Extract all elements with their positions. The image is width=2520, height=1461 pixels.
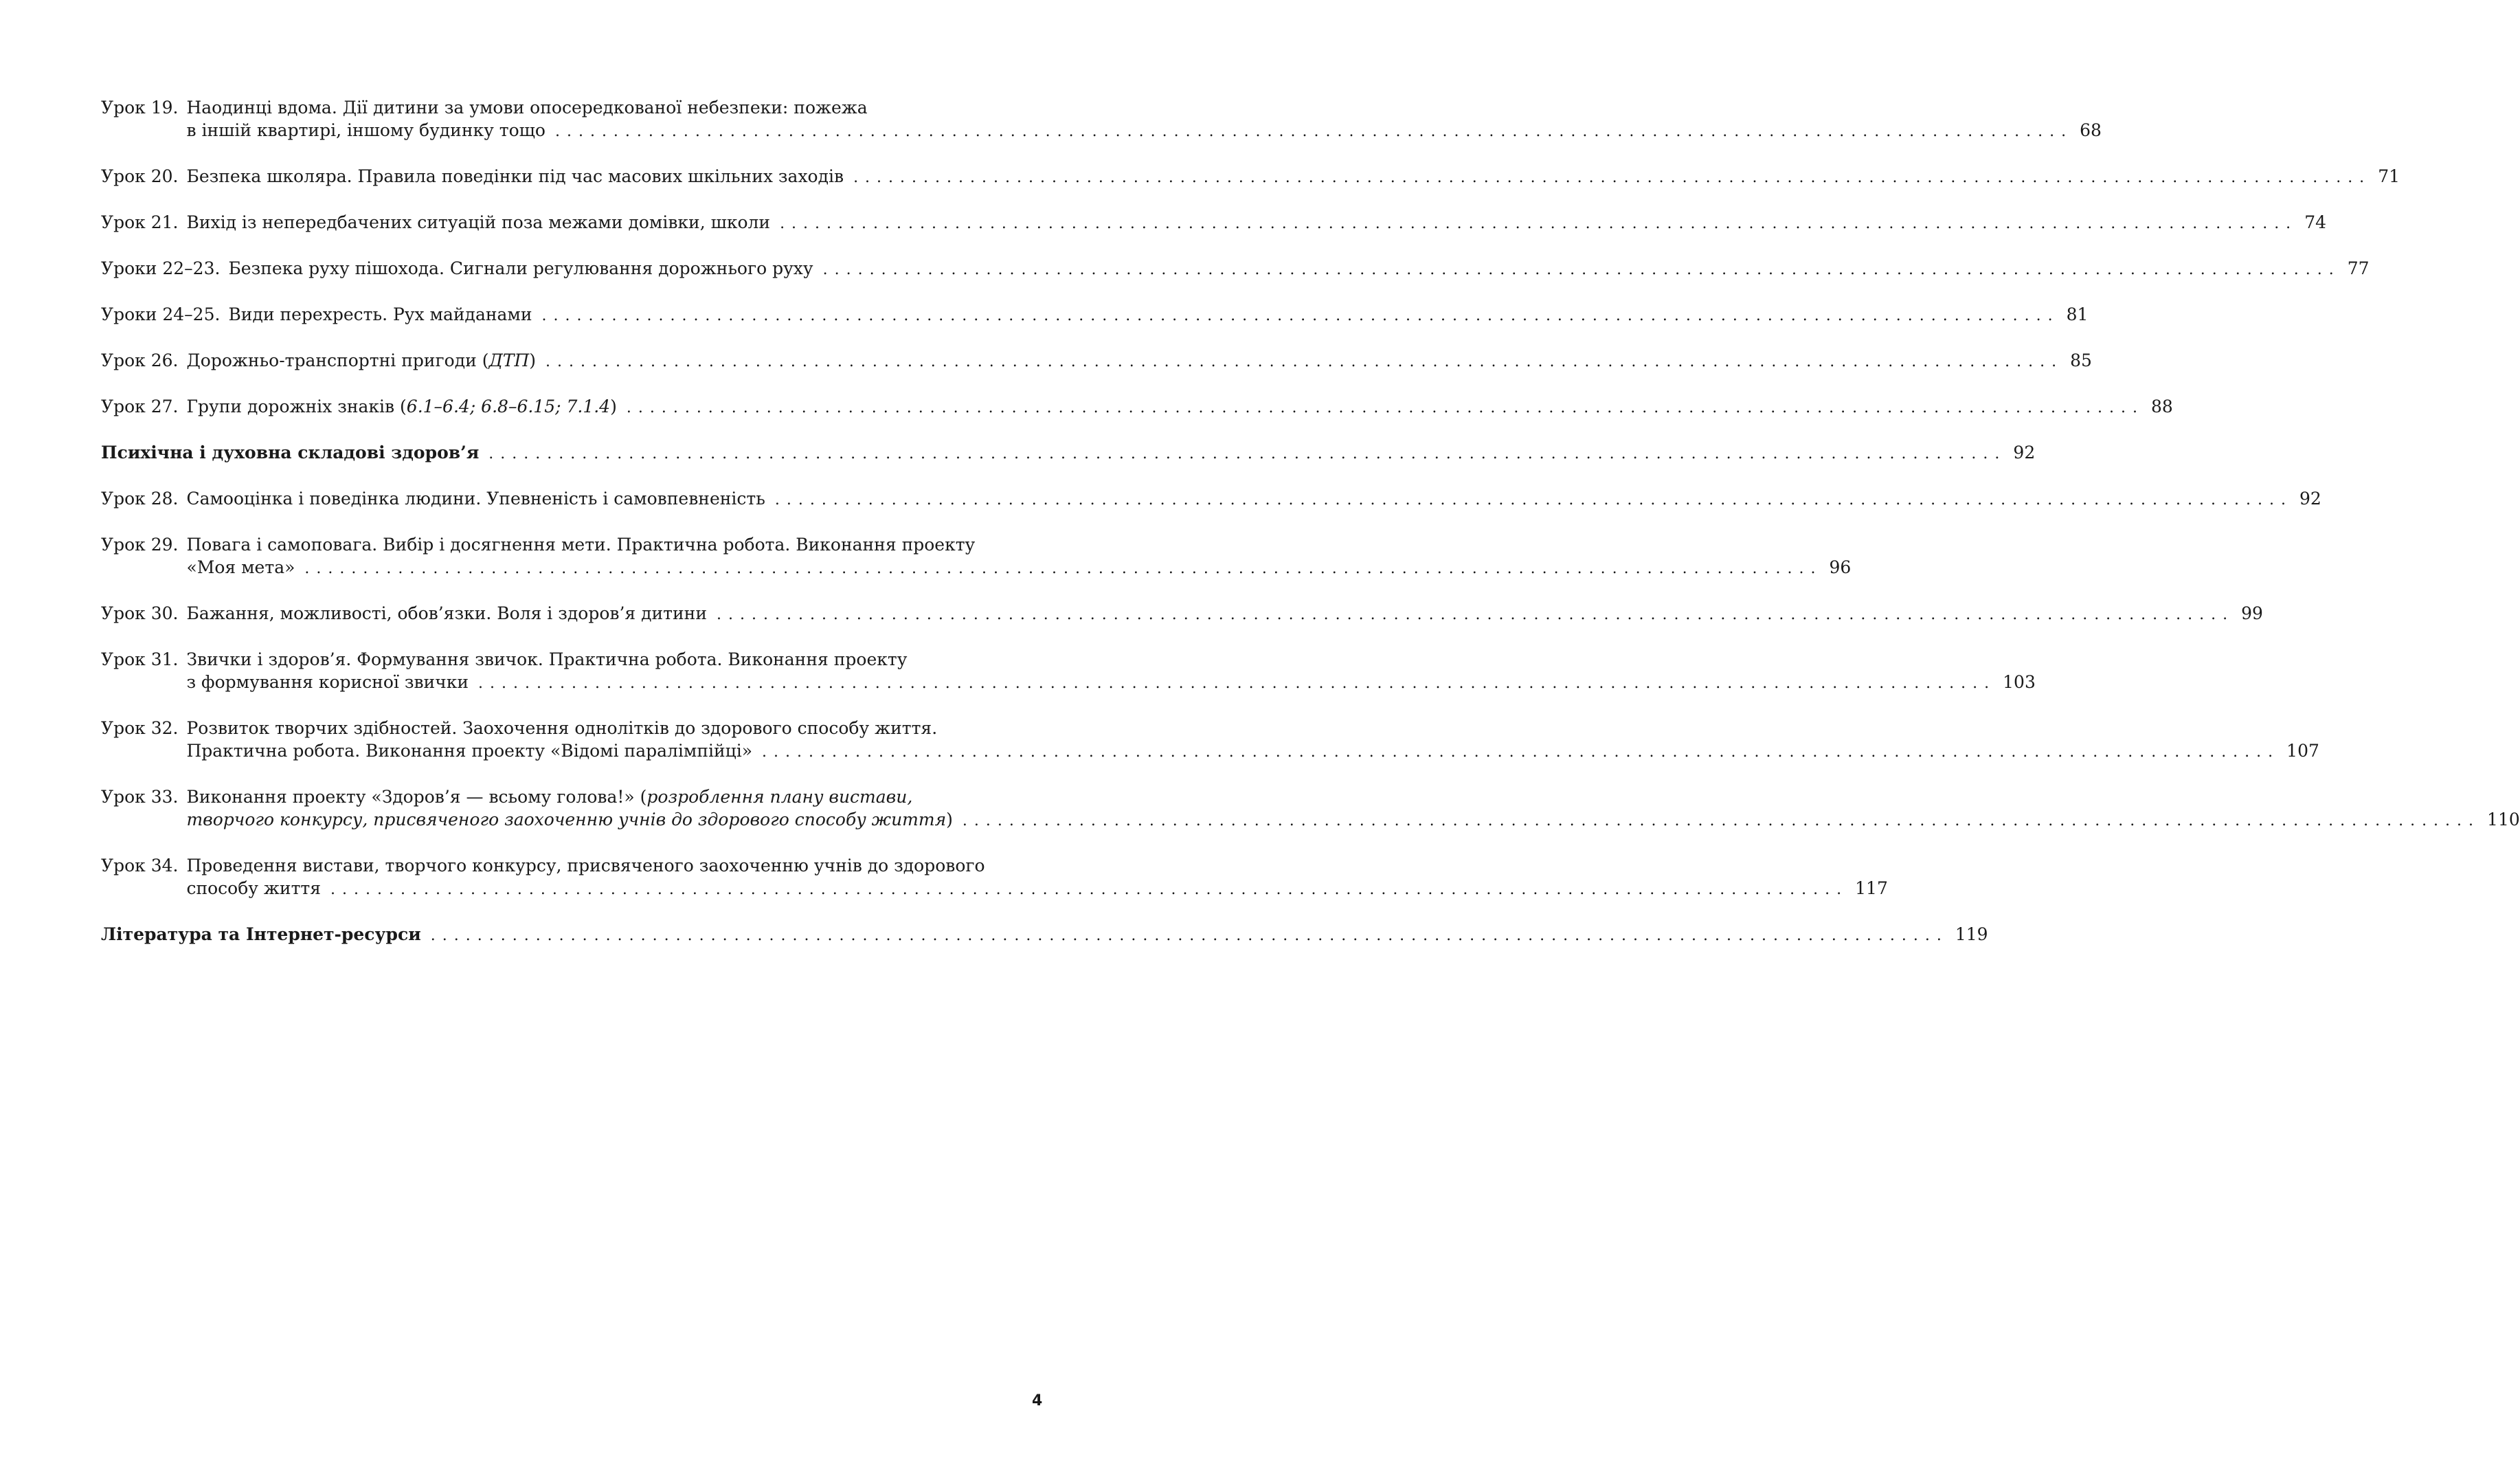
- toc-entry: [101, 785, 2520, 832]
- entry-title-line: в іншій квартирі, іншому будинку тощо: [186, 120, 545, 140]
- lesson-number: Урок 26.: [101, 350, 179, 370]
- dot-leader: ..................................................................................................................................: [304, 560, 1823, 577]
- toc-entry: [101, 165, 2400, 189]
- lesson-number: Урок 34.: [101, 856, 179, 876]
- page-ref: 107: [2286, 741, 2319, 761]
- entry-title-line: з формування корисної звички: [186, 672, 469, 692]
- lesson-number: Урок 31.: [101, 649, 179, 669]
- dot-leader: ..................................................................................................................................: [554, 123, 2073, 140]
- page-ref: 119: [1955, 924, 1988, 944]
- page-ref: 117: [1855, 878, 1888, 898]
- entry-title-line: Повага і самоповага. Вибір і досягнення мети. Практична робота. Виконання проекту: [186, 535, 976, 555]
- entry-title: Безпека школяра. Правила поведінки під час масових шкільних заходів: [186, 166, 844, 186]
- dot-leader: ..................................................................................................................................: [626, 399, 2144, 416]
- dot-leader: ..................................................................................................................................: [478, 675, 1996, 692]
- page-ref: 96: [1829, 557, 1852, 577]
- section-title: Література та Інтернет-ресурси: [101, 924, 421, 944]
- toc-entry: [101, 349, 2092, 373]
- lesson-number: Урок 27.: [101, 397, 179, 416]
- entry-title: Вихід із непередбачених ситуацій поза межами домівки, школи: [186, 212, 771, 232]
- entry-title: Дорожньо-транспортні пригоди (ДТП): [186, 350, 537, 370]
- page-ref: 103: [2003, 672, 2036, 692]
- toc-entry: [101, 717, 2319, 763]
- page-ref: 68: [2080, 120, 2102, 140]
- lesson-number: Урок 19.: [101, 98, 179, 118]
- entry-title: Самооцінка і поведінка людини. Упевненість і самовпевненість: [186, 489, 765, 509]
- toc-entry: [101, 648, 2036, 695]
- page-ref: 74: [2304, 212, 2326, 232]
- dot-leader: ..................................................................................................................................: [822, 261, 2341, 278]
- page-ref: 92: [2299, 489, 2321, 509]
- dot-leader: ..................................................................................................................................: [545, 353, 2064, 370]
- lesson-number: Урок 28.: [101, 489, 179, 509]
- toc-entry: [101, 533, 1852, 580]
- dot-leader: ..................................................................................................................................: [488, 445, 2007, 462]
- page-ref: 77: [2347, 258, 2370, 278]
- lesson-number: Уроки 22–23.: [101, 258, 221, 278]
- lesson-number: Уроки 24–25.: [101, 304, 221, 324]
- section-title: Психічна і духовна складові здоров’я: [101, 443, 480, 462]
- entry-title: Групи дорожніх знаків (6.1–6.4; 6.8–6.15; 7.1.4): [186, 397, 617, 416]
- lesson-number: Урок 21.: [101, 212, 179, 232]
- entry-title-line: Проведення вистави, творчого конкурсу, присвяченого заохоченню учнів до здорового: [186, 856, 985, 876]
- toc-entry: [101, 602, 2263, 626]
- page-ref: 71: [2378, 166, 2400, 186]
- entry-title-line: Виконання проекту «Здоров’я — всьому голова!» (розроблення плану вистави,: [186, 787, 913, 807]
- toc-entry: [101, 854, 1888, 901]
- dot-leader: ..................................................................................................................................: [853, 169, 2372, 186]
- entry-title-line: «Моя мета»: [186, 557, 295, 577]
- entry-title-line: способу життя: [186, 878, 322, 898]
- dot-leader: ..................................................................................................................................: [774, 491, 2293, 509]
- entry-title-line: Наодинці вдома. Дії дитини за умови опосередкованої небезпеки: пожежа: [186, 98, 868, 118]
- page-ref: 92: [2013, 443, 2036, 462]
- toc-entry: [101, 211, 2326, 235]
- lesson-number: Урок 32.: [101, 718, 179, 738]
- entry-title-line: Розвиток творчих здібностей. Заохочення однолітків до здорового способу життя.: [186, 718, 938, 738]
- table-of-contents: [101, 96, 2520, 969]
- entry-title: Види перехресть. Рух майданами: [228, 304, 532, 324]
- toc-section: [101, 441, 2036, 465]
- page-ref: 85: [2070, 350, 2092, 370]
- dot-leader: ..................................................................................................................................: [330, 881, 1849, 898]
- entry-title-line: Практична робота. Виконання проекту «Відомі паралімпійці»: [186, 741, 753, 761]
- entry-title-line: творчого конкурсу, присвяченого заохоченню учнів до здорового способу життя): [186, 810, 953, 829]
- page-ref: 99: [2241, 603, 2263, 623]
- lesson-number: Урок 29.: [101, 535, 179, 555]
- dot-leader: ..................................................................................................................................: [762, 744, 2280, 761]
- entry-title: Безпека руху пішохода. Сигнали регулювання дорожнього руху: [228, 258, 813, 278]
- page-ref: 88: [2150, 397, 2173, 416]
- toc-entry: [101, 257, 2370, 281]
- entry-title-line: Звички і здоров’я. Формування звичок. Практична робота. Виконання проекту: [186, 649, 908, 669]
- page-ref: 81: [2066, 304, 2089, 324]
- toc-entry: [101, 96, 2102, 143]
- dot-leader: ..................................................................................................................................: [430, 927, 1948, 944]
- entry-title: Бажання, можливості, обов’язки. Воля і здоров’я дитини: [186, 603, 707, 623]
- toc-entry: [101, 303, 2089, 327]
- dot-leader: ..................................................................................................................................: [962, 812, 2481, 829]
- toc-section: [101, 923, 1988, 947]
- dot-leader: ..................................................................................................................................: [541, 307, 2060, 324]
- dot-leader: ..................................................................................................................................: [780, 215, 2298, 232]
- dot-leader: ..................................................................................................................................: [717, 606, 2235, 623]
- lesson-number: Урок 33.: [101, 787, 179, 807]
- page-number: 4: [1032, 1392, 1043, 1409]
- toc-entry: [101, 487, 2321, 511]
- page-ref: 110: [2487, 810, 2520, 829]
- lesson-number: Урок 20.: [101, 166, 179, 186]
- toc-entry: [101, 395, 2173, 419]
- lesson-number: Урок 30.: [101, 603, 179, 623]
